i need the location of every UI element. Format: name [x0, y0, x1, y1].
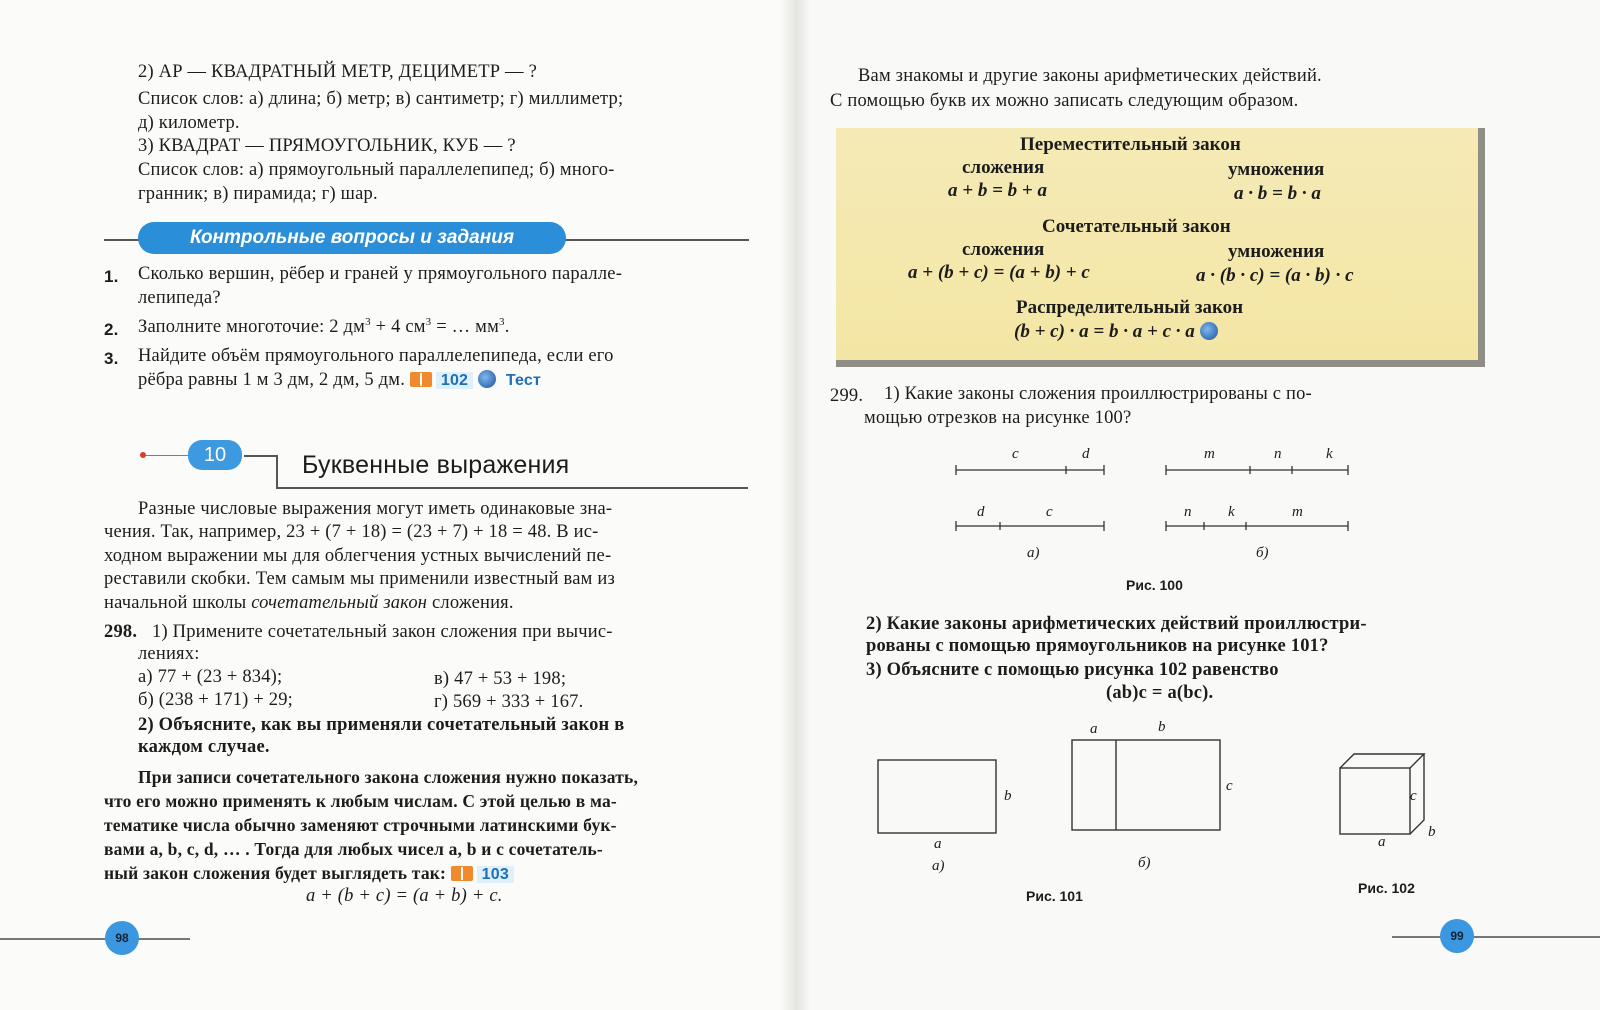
fig101-b-label-c: c: [1226, 778, 1233, 794]
analogy-2-list-line1: Список слов: а) длина; б) метр; в) сантиметр; г) миллиметр;: [138, 89, 624, 109]
question-2-num: 2.: [104, 320, 119, 339]
question-3-line2: рёбра равны 1 м 3 дм, 2 дм, 5 дм. 102 Тест: [138, 368, 546, 393]
fig100-caption: Рис. 100: [1126, 577, 1183, 593]
exercise-298-v: в) 47 + 53 + 198;: [434, 669, 567, 689]
exercise-298-num: 298.: [104, 622, 138, 642]
commutative-mul-label: умножения: [1228, 159, 1325, 180]
fig101-b-rect: [1072, 740, 1220, 830]
fig102-cube-top: [1340, 754, 1424, 768]
fig101-a-sublabel: а): [932, 858, 945, 874]
fig101-a-label-b: b: [1004, 788, 1012, 804]
fig101-b-label-b: b: [1158, 719, 1166, 735]
page-number-98: 98: [105, 921, 139, 955]
question-3-line1: Найдите объём прямоугольного параллелепипеда, если его: [138, 346, 614, 366]
chapter-lead-line: [146, 455, 190, 456]
fig100-b-top-n: n: [1274, 446, 1282, 462]
exercise-298-b: б) (238 + 171) + 29;: [138, 690, 294, 710]
chapter-rule-a: [244, 455, 276, 457]
right-intro-line1: Вам знакомы и другие законы арифметических действий.: [858, 66, 1322, 86]
fig100-a-bottom-d: d: [977, 504, 985, 520]
analogy-2-head: 2) АР — КВАДРАТНЫЙ МЕТР, ДЕЦИМЕТР — ?: [138, 62, 537, 82]
exercise-299-q3: 3) Объясните с помощью рисунка 102 равенство: [866, 660, 1279, 680]
rule-line-1: При записи сочетательного закона сложения нужно показать,: [138, 767, 639, 787]
distributive-formula: (b + c) · a = b · a + c · a: [1014, 321, 1218, 343]
chapter-rule-c: [276, 487, 748, 489]
analogy-3-list-line1: Список слов: а) прямоугольный параллелепипед; б) много-: [138, 160, 615, 180]
rule-line-3: тематике числа обычно заменяют строчными латинскими бук-: [104, 815, 617, 835]
chapter-title: Буквенные выражения: [302, 451, 570, 479]
associative-add-label: сложения: [962, 239, 1045, 260]
exercise-299-line2: мощью отрезков на рисунке 100?: [864, 408, 1132, 428]
fig100-b-top-k: k: [1326, 446, 1333, 462]
footer-line-left: [0, 938, 190, 940]
figures-101-102: [870, 730, 1440, 850]
fig100-a-top-d: d: [1082, 446, 1090, 462]
book-gutter: [780, 0, 810, 1010]
question-1-line1: Сколько вершин, рёбер и граней у прямоугольного паралле-: [138, 264, 623, 284]
book-icon[interactable]: [410, 372, 432, 387]
exercise-299-num: 299.: [830, 386, 864, 406]
fig101-a-rect: [878, 760, 996, 833]
fig102-label-b: b: [1428, 824, 1436, 840]
fig101-caption: Рис. 101: [1026, 888, 1083, 904]
reference-link-103[interactable]: 103: [477, 866, 514, 883]
book-icon[interactable]: [451, 866, 473, 881]
fig100-b-bottom-m: m: [1292, 504, 1303, 520]
fig100-a-bottom-c: c: [1046, 504, 1053, 520]
exercise-299-q2-line1: 2) Какие законы арифметических действий проиллюстри-: [866, 614, 1367, 634]
exercise-298-q2-line2: каждом случае.: [138, 737, 270, 757]
intro-line-5: начальной школы сочетательный закон сложения.: [104, 593, 514, 613]
reference-link-102[interactable]: 102: [436, 372, 473, 389]
fig100-b-bottom-k: k: [1228, 504, 1235, 520]
question-2-text: Заполните многоточие: 2 $дм^3 + 4$ $см^3$ = … $мм^3$.: [138, 315, 510, 337]
fig100-b-label: б): [1256, 545, 1269, 561]
associative-mul-formula: a · (b · c) = (a · b) · c: [1196, 265, 1354, 286]
laws-box: [836, 128, 1485, 367]
associative-law-title: Сочетательный закон: [1042, 216, 1231, 237]
fig101-b-label-a: a: [1090, 721, 1098, 737]
page-number-99: 99: [1440, 919, 1474, 953]
commutative-add-label: сложения: [962, 157, 1045, 178]
associative-add-formula: a + (b + c) = (a + b) + c: [908, 262, 1090, 283]
chapter-rule-b: [276, 455, 278, 487]
exercise-298-a: а) 77 + (23 + 834);: [138, 667, 283, 687]
fig102-label-c: c: [1410, 788, 1417, 804]
intro-line-3: ходном выражении мы для облегчения устных вычислений пе-: [104, 546, 612, 566]
fig101-b-sublabel: б): [1138, 855, 1151, 871]
question-1-line2: лепипеда?: [138, 288, 221, 308]
chapter-number-badge: 10: [188, 440, 242, 470]
intro-line-1: Разные числовые выражения могут иметь одинаковые зна-: [138, 499, 613, 519]
rule-line-2: что его можно применять к любым числам. С этой целью в ма-: [104, 791, 617, 811]
globe-icon[interactable]: [478, 370, 496, 388]
analogy-3-list-line2: гранник; в) пирамида; г) шар.: [138, 184, 378, 204]
commutative-law-title: Переместительный закон: [1020, 134, 1241, 155]
fig100-b-top-m: m: [1204, 446, 1215, 462]
exercise-299-q2-line2: рованы с помощью прямоугольников на рисунке 101?: [866, 636, 1329, 656]
analogy-3-head: 3) КВАДРАТ — ПРЯМОУГОЛЬНИК, КУБ — ?: [138, 136, 516, 156]
globe-icon[interactable]: [1200, 322, 1218, 340]
exercise-298-q2-line1: 2) Объясните, как вы применяли сочетательный закон в: [138, 715, 625, 735]
associative-formula: a + (b + c) = (a + b) + c.: [306, 886, 503, 906]
footer-line-right: [1392, 936, 1600, 938]
fig102-cube-front: [1340, 768, 1410, 834]
fig100-a-label: а): [1027, 545, 1040, 561]
fig102-label-a: a: [1378, 834, 1386, 850]
exercise-298-line2: лениях:: [138, 644, 200, 664]
exercise-298-line1: 1) Примените сочетательный закон сложения при вычис-: [152, 622, 613, 642]
associative-mul-label: умножения: [1228, 241, 1325, 262]
right-intro-line2: С помощью букв их можно записать следующим образом.: [830, 91, 1299, 111]
fig101-a-label-a: a: [934, 836, 942, 852]
question-3-num: 3.: [104, 349, 119, 368]
fig100-b-bottom-n: n: [1184, 504, 1192, 520]
analogy-2-list-line2: д) километр.: [138, 113, 240, 133]
test-link[interactable]: Тест: [505, 372, 542, 389]
exercise-299-line1: 1) Какие законы сложения проиллюстрированы с по-: [884, 384, 1312, 404]
exercise-299-equation: (ab)c = a(bc).: [1106, 683, 1214, 703]
exercise-298-g: г) 569 + 333 + 167.: [434, 692, 584, 712]
figure-100: [940, 440, 1380, 600]
commutative-add-formula: a + b = b + a: [948, 180, 1047, 201]
intro-line-4: реставили скобки. Тем самым мы применили известный вам из: [104, 569, 615, 589]
section-title-pill: Контрольные вопросы и задания: [138, 222, 566, 254]
rule-line-5: ный закон сложения будет выглядеть так: 103: [104, 861, 514, 887]
distributive-law-title: Распределительный закон: [1016, 297, 1244, 318]
intro-line-2: чения. Так, например, 23 + (7 + 18) = (23 + 7) + 18 = 48. В ис-: [104, 522, 599, 542]
question-1-num: 1.: [104, 267, 119, 286]
fig102-caption: Рис. 102: [1358, 880, 1415, 896]
rule-line-4: вами a, b, c, d, … . Тогда для любых чисел a, b и c сочетатель-: [104, 839, 603, 859]
commutative-mul-formula: a · b = b · a: [1234, 183, 1321, 204]
fig100-a-top-c: c: [1012, 446, 1019, 462]
